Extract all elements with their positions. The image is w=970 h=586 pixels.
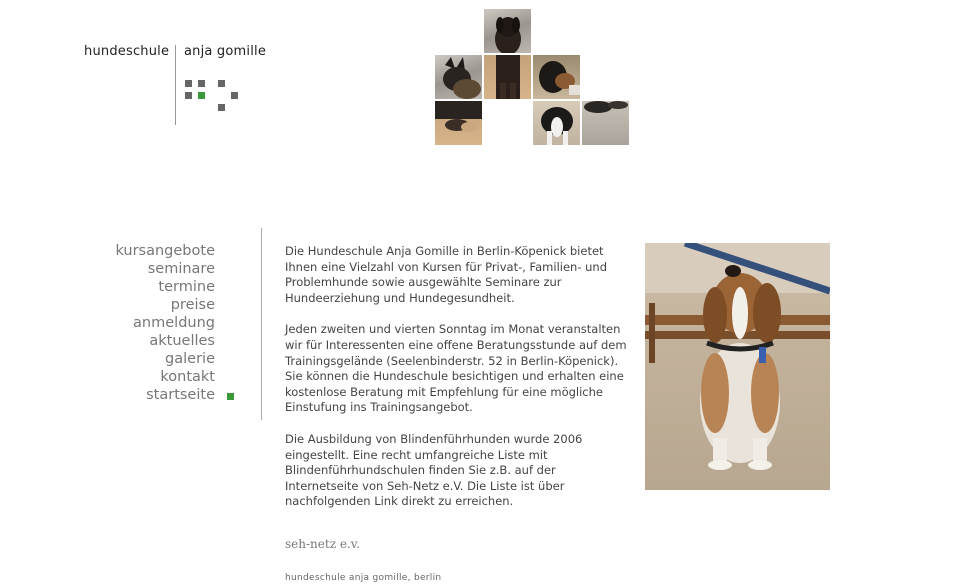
nav-item-kontakt[interactable]: kontakt [160, 369, 215, 385]
nav-item-startseite[interactable]: startseite [146, 387, 215, 403]
blindenfuehrhund-paragraph: Die Ausbildung von Blindenführhunden wurde 2006 eingestellt. Eine recht umfangreiche Liste mit Blindenführhundschulen finden Sie z.B. auf der Internetseite von Seh-Netz e.V. Die Liste ist über nachfolgenden Link direkt zu erreichen. [285, 431, 583, 509]
logo-square [218, 80, 225, 87]
nav-item-termine[interactable]: termine [158, 279, 215, 295]
dog-photo-labrador-body [484, 55, 531, 99]
nav-item-seminare[interactable]: seminare [147, 261, 215, 277]
nav-item-preise[interactable]: preise [170, 297, 215, 313]
nav-divider [261, 228, 262, 420]
beratung-paragraph: Jeden zweiten und vierten Sonntag im Monat veranstalten wir für Interessenten eine offene Beratungsstunde auf dem Trainingsgelände (Seelenbinderstr. 52 in Berlin-Köpenick). Sie können die Hundeschule besichtigen und erhalten eine kostenlose Beratung mit Empfehlung für eine mögliche Einstufung ins Trainingsangebot. [285, 322, 627, 415]
logo-square [185, 92, 192, 99]
logo-square [198, 80, 205, 87]
main-nav [115, 242, 215, 404]
nav-item-anmeldung[interactable]: anmeldung [133, 315, 215, 331]
active-nav-marker [227, 393, 234, 400]
nav-item-kursangebote[interactable]: kursangebote [115, 243, 215, 259]
intro-paragraph: Die Hundeschule Anja Gomille in Berlin-Köpenick bietet Ihnen eine Vielzahl von Kursen für Privat-, Familien- und Problemhunde sowie ausgewählte Seminare zur Hundeerziehung und Hundegesundheit. [285, 244, 607, 305]
dog-photo-paws [435, 101, 482, 145]
seh-netz-link[interactable]: seh-netz e.v. [285, 537, 360, 551]
logo-square [231, 92, 238, 99]
nav-item-aktuelles[interactable]: aktuelles [149, 333, 215, 349]
main-content [285, 244, 630, 526]
dog-photo-black-tan [533, 55, 580, 99]
logo-square-green [198, 92, 205, 99]
footer-text: hundeschule anja gomille, berlin [285, 573, 442, 583]
logo-square [218, 104, 225, 111]
logo-square [185, 80, 192, 87]
dog-photo-border-collie [533, 101, 580, 145]
logo-text-anja-gomille: anja gomille [184, 44, 267, 59]
dog-photo-shepherd [435, 55, 482, 99]
logo-text-hundeschule: hundeschule [84, 44, 170, 59]
dog-photo-sand [582, 101, 629, 145]
beagle-photo [645, 243, 830, 490]
nav-item-galerie[interactable]: galerie [165, 351, 215, 367]
dog-photo-labrador-head [484, 9, 531, 53]
logo-divider [175, 45, 176, 125]
